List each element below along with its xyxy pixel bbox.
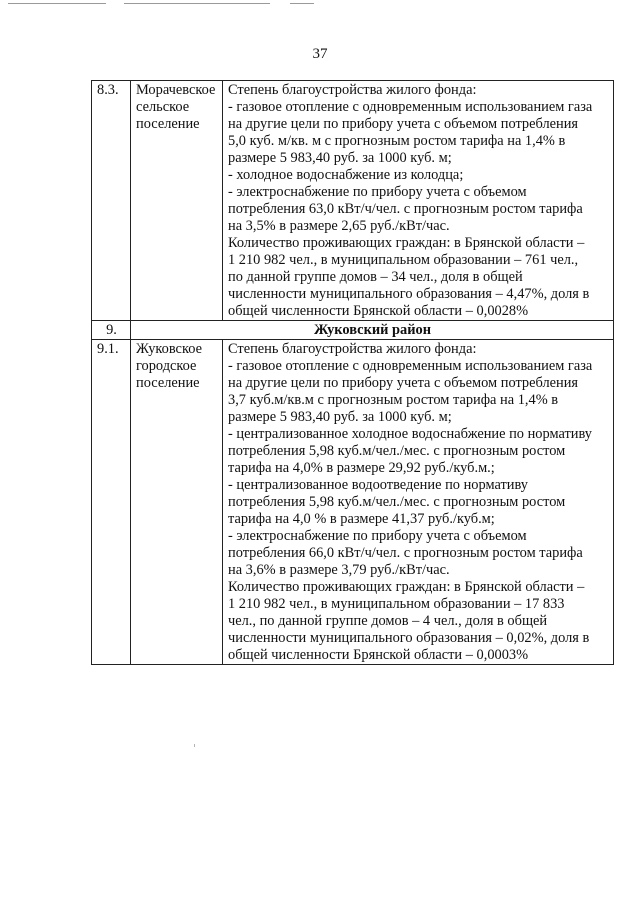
settlement-name-line: сельское	[136, 99, 190, 115]
table-row-8-3	[92, 81, 614, 321]
description-line: тарифа на 4,0 % в размере 41,37 руб./куб.м;	[228, 511, 495, 527]
description-line: Степень благоустройства жилого фонда:	[228, 341, 477, 357]
description-line: - централизованное холодное водоснабжение по нормативу	[228, 426, 592, 442]
settlement-name	[131, 81, 223, 321]
description-line: - газовое отопление с одновременным использованием газа	[228, 99, 593, 115]
scan-speck	[194, 744, 195, 747]
description-line: - холодное водоснабжение из колодца;	[228, 167, 464, 183]
description-line: общей численности Брянской области – 0,0003%	[228, 647, 529, 663]
description-line: - электроснабжение по прибору учета с объемом	[228, 184, 527, 200]
settlement-name	[131, 340, 223, 665]
settlement-name-line: Жуковское	[136, 341, 202, 357]
description-line: 5,0 куб. м/кв. м с прогнозным ростом тарифа на 1,4% в	[228, 133, 566, 149]
description-line: Количество проживающих граждан: в Брянской области –	[228, 235, 585, 251]
description-line: потребления 63,0 кВт/ч/чел. с прогнозным ростом тарифа	[228, 201, 583, 217]
description-line: Количество проживающих граждан: в Брянской области –	[228, 579, 585, 595]
description-line: - централизованное водоотведение по нормативу	[228, 477, 528, 493]
description-line: численности муниципального образования – 0,02%, доля в	[228, 630, 590, 646]
description-line: 3,7 куб.м/кв.м с прогнозным ростом тарифа на 1,4% в	[228, 392, 559, 408]
housing-description	[223, 340, 614, 665]
settlement-name-line: поселение	[136, 116, 200, 132]
description-line: на 3,5% в размере 2,65 руб./кВт/час.	[228, 218, 450, 234]
scan-artifact-line-left	[8, 3, 106, 4]
description-line: 1 210 982 чел., в муниципальном образовании – 761 чел.,	[228, 252, 579, 268]
row-number: 9.1.	[92, 340, 131, 665]
description-line: Степень благоустройства жилого фонда:	[228, 82, 477, 98]
description-line: на другие цели по прибору учета с объемом потребления	[228, 116, 579, 132]
row-number: 9.	[92, 321, 131, 340]
settlement-name-line: Морачевское	[136, 82, 216, 98]
housing-description	[223, 81, 614, 321]
description-line: - газовое отопление с одновременным использованием газа	[228, 358, 593, 374]
district-heading: Жуковский район	[131, 321, 614, 340]
description-line: размере 5 983,40 руб. за 1000 куб. м;	[228, 409, 452, 425]
row-number: 8.3.	[92, 81, 131, 321]
settlement-name-line: поселение	[136, 375, 200, 391]
description-line: 1 210 982 чел., в муниципальном образовании – 17 833	[228, 596, 565, 612]
page-number: 37	[312, 46, 328, 62]
description-line: общей численности Брянской области – 0,0028%	[228, 303, 529, 319]
description-line: на 3,6% в размере 3,79 руб./кВт/час.	[228, 562, 450, 578]
description-line: потребления 66,0 кВт/ч/чел. с прогнозным ростом тарифа	[228, 545, 583, 561]
scan-artifact-line-right	[290, 3, 314, 4]
description-line: по данной группе домов – 34 чел., доля в общей	[228, 269, 523, 285]
description-line: размере 5 983,40 руб. за 1000 куб. м;	[228, 150, 452, 166]
description-line: - электроснабжение по прибору учета с объемом	[228, 528, 527, 544]
description-line: потребления 5,98 куб.м/чел./мес. с прогнозным ростом	[228, 443, 566, 459]
description-line: численности муниципального образования – 4,47%, доля в	[228, 286, 590, 302]
scan-artifact-line-middle	[124, 3, 270, 4]
table-row-9-1	[92, 340, 614, 665]
tariff-table	[91, 80, 614, 665]
description-line: потребления 5,98 куб.м/чел./мес. с прогнозным ростом	[228, 494, 566, 510]
description-line: на другие цели по прибору учета с объемом потребления	[228, 375, 579, 391]
description-line: тарифа на 4,0% в размере 29,92 руб./куб.м.;	[228, 460, 495, 476]
settlement-name-line: городское	[136, 358, 197, 374]
description-line: чел., по данной группе домов – 4 чел., доля в общей	[228, 613, 548, 629]
table-row-9-district	[92, 321, 614, 340]
